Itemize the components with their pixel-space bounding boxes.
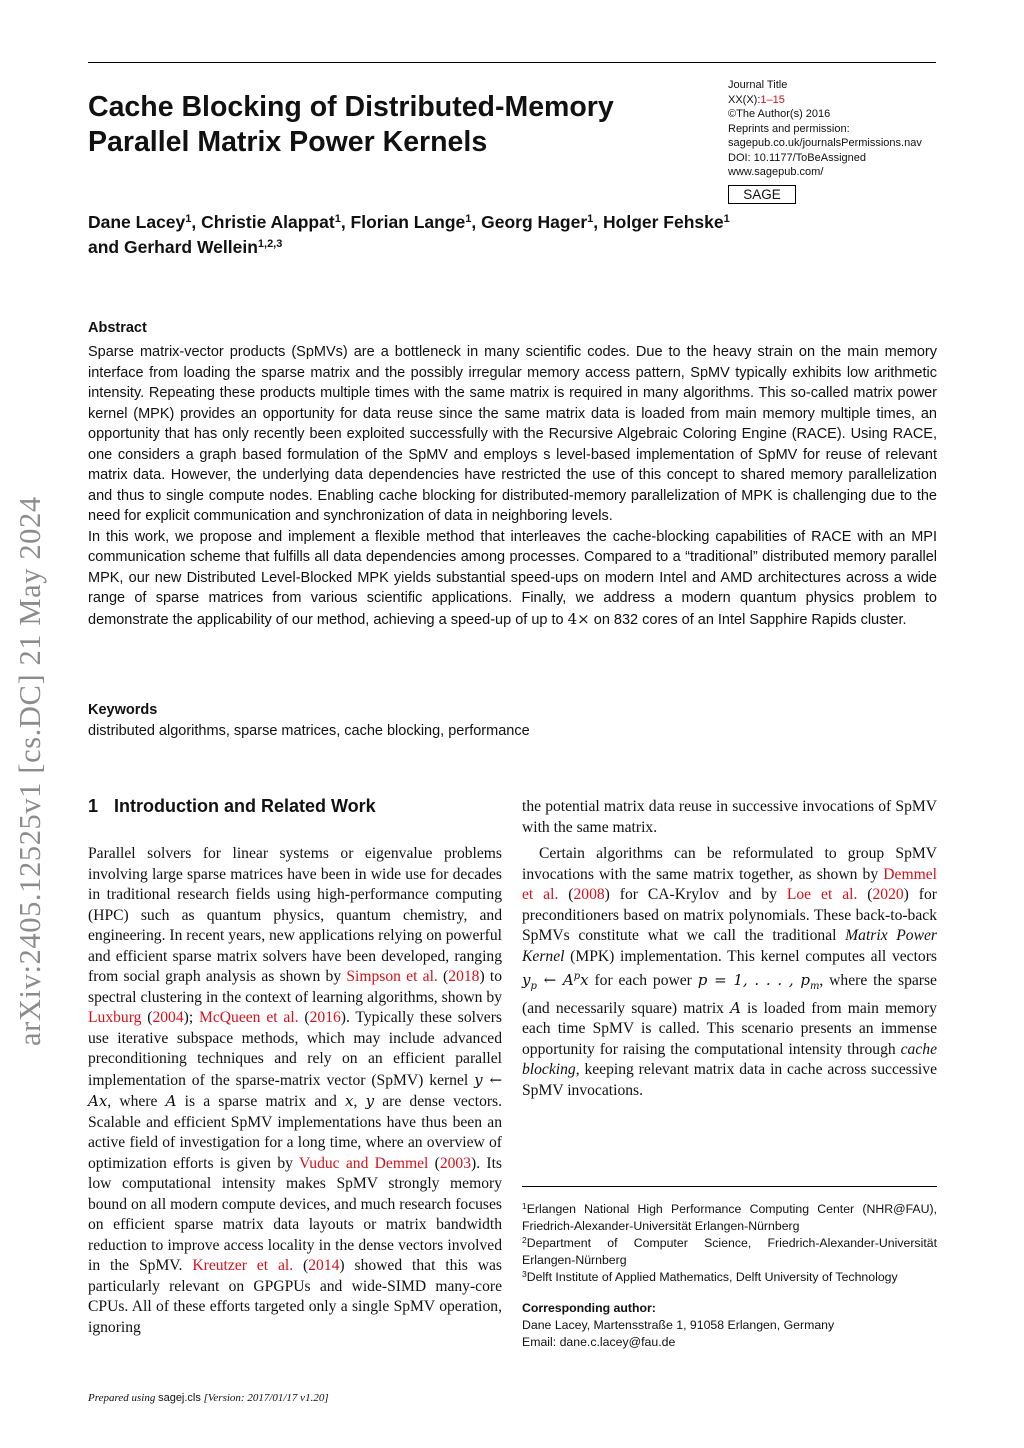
journal-reprints-url: sagepub.co.uk/journalsPermissions.nav [728, 137, 922, 149]
speedup-value: 4× [567, 609, 590, 628]
journal-volume [728, 93, 968, 108]
author-name: Dane Lacey [88, 212, 186, 232]
top-rule [88, 62, 936, 63]
footnote-affiliation-3 [522, 1269, 937, 1286]
footnote-mark: 3 [522, 1269, 527, 1279]
citation-year-link[interactable]: 2003 [439, 1154, 472, 1172]
affiliation-mark: 1 [465, 213, 472, 225]
body-text: to spectral clustering in the context of learning algorithms, shown by [88, 968, 503, 1006]
footer-version: [Version: 2017/01/17 v1.20] [203, 1392, 329, 1404]
footnote-rule [522, 1186, 937, 1187]
body-text: Parallel solvers for linear systems or eigenvalue problems involving large sparse matrices have been in wide use for decades in traditional research fields using high-performance computing (HPC) such as quantum physics, quantum chemistry, and engineering. In recent years, new applications relying on powerful and efficient sparse matrix solvers have been developed, ranging from social graph analysis as shown by [88, 845, 502, 985]
right-column [522, 797, 937, 1101]
corresponding-author-heading: Corresponding author: [522, 1301, 656, 1315]
footnote-text: Department of Computer Science, Friedrich-Alexander-Universität Erlangen-Nürnberg [522, 1236, 937, 1267]
abstract-paragraph-1: Sparse matrix-vector products (SpMVs) are a bottleneck in many scientific codes. Due to the heavy strain on the main memory interface from loading the sparse matrix and the possibly irregular memory access pattern, SpMV typically exhibits low arithmetic intensity. Repeating these products multiple times with the same matrix is required in many algorithms. This so-called matrix power kernel (MPK) provides an opportunity for data reuse since the same matrix data is loaded from main memory multiple times, an opportunity that has only recently been exploited successfully with the Recursive Algebraic Coloring Engine (RACE). Using RACE, one considers a graph based formulation of the SpMV and employs s level-based implementation of SpMV for reuse of relevant matrix data. However, the underlying data dependencies have restricted the use of this concept to shared memory parallelization and thus to single compute nodes. Enabling cache blocking for distributed-memory parallelization of MPK is challenging due to the need for explicit communication and synchronization of data in neighboring levels. [88, 344, 937, 524]
affiliation-mark: 1,2,3 [257, 238, 283, 250]
body-text: Certain algorithms can be reformulated to group SpMV invocations with the same matrix together, as shown by [522, 845, 937, 883]
footnote-affiliation-1 [522, 1201, 937, 1235]
math-variable: x [580, 971, 589, 989]
author-name: Christie Alappat [201, 212, 335, 232]
keywords-heading: Keywords [88, 702, 158, 718]
math-operator: ← A [543, 971, 574, 989]
left-column [88, 844, 502, 1338]
citation-link[interactable]: Demmel et al. [522, 865, 937, 903]
body-text: , keeping relevant matrix data in cache across successive SpMV invocations. [522, 1061, 937, 1099]
body-text: are dense vectors. Scalable and efficient SpMV implementations have thus been an active field of investigation for a long time, where an overview of optimization efforts is given by [88, 1093, 503, 1172]
footer-prepared-text: Prepared using [88, 1392, 156, 1404]
affiliation-mark: 1 [723, 213, 730, 225]
journal-website: www.sagepub.com/ [728, 166, 824, 178]
journal-copyright: ©The Author(s) 2016 [728, 108, 831, 120]
title-line-1: Cache Blocking of Distributed-Memory [88, 91, 614, 123]
footnote-mark: 2 [522, 1235, 527, 1245]
page-title [88, 90, 688, 160]
citation-year-link[interactable]: 2014 [308, 1257, 340, 1274]
math-variable: x [345, 1092, 354, 1110]
math-superscript: p [573, 971, 581, 982]
footer-class-file: sagej.cls [158, 1392, 201, 1404]
affiliation-mark: 1 [587, 213, 594, 225]
journal-pages-link[interactable]: 1–15 [760, 93, 785, 106]
body-text: is a sparse matrix and [184, 1093, 337, 1110]
title-line-2: Parallel Matrix Power Kernels [88, 126, 488, 158]
body-text: for preconditioners based on matrix polynomials. These back-to-back SpMVs constitute what we call the traditional [522, 886, 937, 944]
arxiv-stamp: arXiv:2405.12525v1 [cs.DC] 21 May 2024 [13, 496, 47, 1046]
math-variable: A [730, 998, 741, 1017]
corresponding-author-email[interactable]: Email: dane.c.lacey@fau.de [522, 1335, 676, 1349]
author-name: Gerhard Wellein [124, 237, 258, 257]
citation-year-link[interactable]: 2016 [309, 1009, 341, 1026]
journal-reprints: Reprints and permission: [728, 122, 850, 135]
citation-link[interactable]: Kreutzer et al. [192, 1257, 294, 1274]
body-text: , where the sparse (and necessarily square) matrix [522, 972, 937, 1017]
author-name: Georg Hager [481, 212, 588, 232]
affiliation-mark: 1 [334, 213, 341, 225]
abstract-p2-text: In this work, we propose and implement a flexible method that interleaves the cache-blocking capabilities of RACE with an MPI communication scheme that fulfills all data dependencies among processes. Compared to a “traditional” distributed memory parallel MPK, our new Distributed Level-Blocked MPK yields substantial speed-ups on modern Intel and AMD architectures across a wide range of sparse matrices from various scientific applications. Finally, we address a modern quantum physics problem to demonstrate the applicability of our method, achieving a speed-up of up to [88, 528, 937, 628]
footnote-mark: 1 [522, 1201, 527, 1211]
math-range: p = 1, . . . , p [697, 971, 810, 989]
math-variable: y [522, 971, 531, 989]
footnote-affiliation-2 [522, 1235, 937, 1269]
abstract-paragraph-2 [88, 527, 937, 631]
footnote-text: Delft Institute of Applied Mathematics, Delft University of Technology [526, 1270, 898, 1284]
intro-paragraph-1-continued: the potential matrix data reuse in successive invocations of SpMV with the same matrix. [522, 798, 937, 836]
body-text: , where [107, 1093, 158, 1110]
body-text: . Typically these solvers use iterative subspace methods, which may include advanced preconditioning techniques and rely on an efficient parallel implementation of the sparse-matrix vector (SpMV) kernel [88, 1009, 502, 1089]
citation-link[interactable]: Luxburg [88, 1009, 142, 1026]
body-text: is loaded from main memory each time SpMV is called. This scenario presents an immense opportunity for raising the computational intensity through [522, 999, 937, 1058]
intro-paragraph-2: Certain algorithms can be reformulated to group SpMV invocations with the same matrix together, as shown by Demmel et al. (2008) for CA-Krylov and by Loe et al. (2020) for preconditioners based on matrix polynomials. These back-to-back SpMVs constitute what we call the traditional Matrix Power Kernel (MPK) implementation. This kernel computes all vectors $y_p$ ← $A^px$ for each power p = 1, . . . , $p_m$, where the sparse (and necessarily square) matrix A is loaded from main memory each time SpMV is called. This scenario presents an immense opportunity for raising the computational intensity through cache blocking, keeping relevant matrix data in cache across successive SpMV invocations. [522, 845, 937, 1099]
math-variable: A [165, 1092, 177, 1110]
abstract-heading: Abstract [88, 320, 147, 336]
author-name: Holger Fehske [603, 212, 724, 232]
author-connector: and [88, 237, 120, 257]
sage-logo: SAGE [728, 185, 796, 204]
corresponding-author-address: Dane Lacey, Martensstraße 1, 91058 Erlangen, Germany [522, 1318, 835, 1332]
volume-prefix: XX(X): [728, 93, 761, 106]
section-heading-introduction [88, 796, 376, 817]
citation-year-link[interactable]: 2008 [573, 886, 605, 903]
citation-link[interactable]: Vuduc and Demmel [298, 1154, 429, 1172]
citation-link[interactable]: Simpson et al. [346, 968, 438, 985]
emphasis-cache-blocking: cache blocking [522, 1040, 937, 1078]
math-spmv: y ← Ax [88, 1070, 503, 1110]
abstract-p2-end: on 832 cores of an Intel Sapphire Rapids cluster. [593, 611, 907, 628]
body-text: . Its low computational intensity makes SpMV strongly memory bound on all modern compute devices, and much research focuses on efficient sparse matrix data layouts or matrix bandwidth reduction to improve access locality in the dense vectors involved in the SpMV. [88, 1154, 502, 1274]
math-mpk-formula [522, 971, 589, 992]
page-footer [88, 1392, 329, 1404]
citation-year-link[interactable]: 2018 [448, 968, 480, 985]
math-subscript: m [809, 981, 820, 992]
math-subscript: p [530, 981, 537, 992]
affiliation-mark: 1 [185, 213, 192, 225]
footnotes [522, 1201, 937, 1351]
body-text: showed that this was particularly relevant on GPGPUs and wide-SIMD many-core CPUs. All of these efforts targeted only a single SpMV operation, ignoring [88, 1257, 502, 1336]
journal-info [728, 78, 968, 180]
keywords-text: distributed algorithms, sparse matrices, cache blocking, performance [88, 723, 530, 739]
journal-doi: DOI: 10.1177/ToBeAssigned [728, 151, 866, 164]
citation-year-link[interactable]: 2020 [872, 886, 904, 903]
journal-name: Journal Title [728, 79, 788, 91]
author-list: Dane Lacey$^1$, Christie Alappat$^1$, Florian Lange$^1$, Georg Hager$^1$, Holger Fehske$^1$ and Gerhard Wellein$^{1,2,3}$ [88, 212, 730, 257]
body-text: for each power [594, 972, 692, 989]
section-number: 1 [88, 796, 99, 816]
math-variable: y [365, 1092, 375, 1110]
citation-year-link[interactable]: 2004 [152, 1009, 184, 1026]
intro-paragraph-1: Parallel solvers for linear systems or eigenvalue problems involving large sparse matrices have been in wide use for decades in traditional research fields using high-performance computing (HPC) such as quantum physics, quantum chemistry, and engineering. In recent years, new applications relying on powerful and efficient sparse matrix solvers have been developed, ranging from social graph analysis as shown by Simpson et al. (2018) to spectral clustering in the context of learning algorithms, shown by Luxburg (2004); McQueen et al. (2016). Typically these solvers use iterative subspace methods, which may include advanced preconditioning techniques and rely on an efficient parallel implementation of the sparse-matrix vector (SpMV) kernel y ← Ax, where A is a sparse matrix and x, y are dense vectors. Scalable and efficient SpMV implementations have thus been an active field of investigation for a long time, where an overview of optimization efforts is given by Vuduc and Demmel (2003). Its low computational intensity makes SpMV strongly memory bound on all modern compute devices, and much research focuses on efficient sparse matrix data layouts or matrix bandwidth reduction to improve access locality in the dense vectors involved in the SpMV. Kreutzer et al. (2014) showed that this was particularly relevant on GPGPUs and wide-SIMD many-core CPUs. All of these efforts targeted only a single SpMV operation, ignoring [88, 845, 503, 1336]
footnote-text: Erlangen National High Performance Computing Center (NHR@FAU), Friedrich-Alexander-Universität Erlangen-Nürnberg [522, 1202, 937, 1233]
body-text: for CA-Krylov and by [619, 886, 777, 903]
math-power-range [697, 971, 820, 992]
section-title: Introduction and Related Work [114, 796, 376, 816]
body-text: (MPK) implementation. This kernel computes all vectors [570, 947, 937, 965]
abstract-body [88, 342, 937, 630]
author-name: Florian Lange [350, 212, 466, 232]
citation-link[interactable]: McQueen et al. [199, 1009, 299, 1026]
citation-link[interactable]: Loe et al. [786, 886, 858, 903]
emphasis-mpk: Matrix Power Kernel [522, 927, 937, 965]
